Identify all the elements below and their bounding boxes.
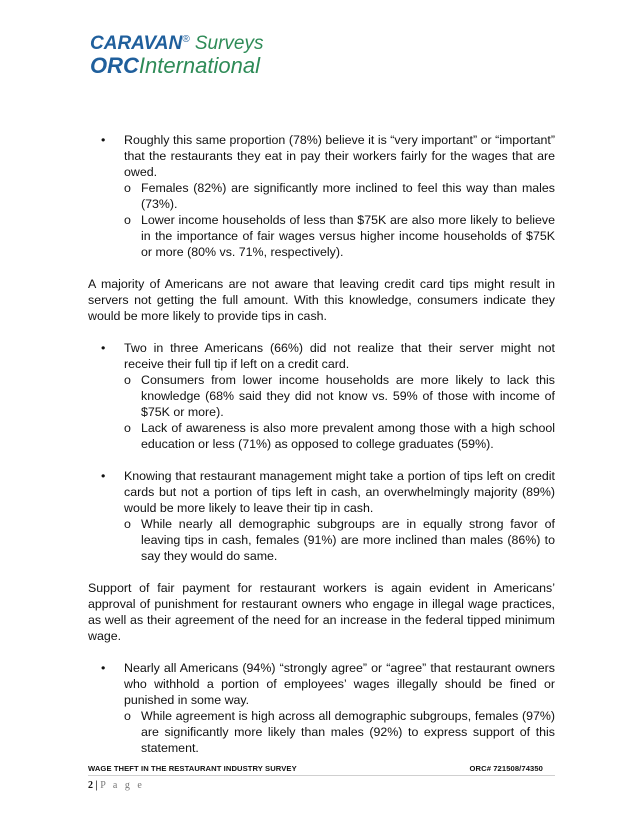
sub-bullet-text: Lack of awareness is also more prevalent among those with a high school education or less (71%) as opposed to college graduates (59%). xyxy=(141,421,555,451)
sub-bullet-marker: o xyxy=(124,709,131,723)
bullet-list-3 xyxy=(88,660,555,756)
sub-bullet-marker: o xyxy=(124,181,131,195)
sub-bullet-text: While nearly all demographic subgroups are in equally strong favor of leaving tips in cash, females (91%) are more inclined than males (86%) to say they would do same. xyxy=(141,517,555,563)
bullet-text: Knowing that restaurant management might take a portion of tips left on credit cards but not a portion of tips left in cash, an overwhelmingly majority (89%) would be more likely to leave their tip in cash. xyxy=(124,469,555,515)
paragraph: Support of fair payment for restaurant workers is again evident in Americans’ approval of punishment for restaurant owners who engage in illegal wage practices, as well as their agreement of the need for an increase in the federal tipped minimum wage. xyxy=(88,581,555,643)
sub-bullet-item xyxy=(124,212,555,260)
sub-bullet-marker: o xyxy=(124,373,131,387)
footer-orc-number: ORC# 721508/74350 xyxy=(469,764,543,773)
bullet-list-1 xyxy=(88,132,555,260)
bullet-marker: • xyxy=(101,341,106,355)
document-body xyxy=(88,132,555,772)
bullet-list-2 xyxy=(88,340,555,564)
footer-title: WAGE THEFT IN THE RESTAURANT INDUSTRY SURVEY xyxy=(88,764,297,773)
page-number-separator: | xyxy=(93,780,101,791)
logo-caravan-text: CARAVAN xyxy=(90,33,183,54)
footer-divider xyxy=(88,775,555,776)
company-logo xyxy=(90,34,263,78)
bullet-text: Roughly this same proportion (78%) believe it is “very important” or “important” that the restaurants they eat in pay their workers fairly for the wages that are owed. xyxy=(124,133,555,179)
bullet-text: Nearly all Americans (94%) “strongly agree” or “agree” that restaurant owners who withhold a portion of employees’ wages illegally should be fined or punished in some way. xyxy=(124,661,555,707)
sub-bullet-item xyxy=(124,708,555,756)
sub-bullet-text: Females (82%) are significantly more inclined to feel this way than males (73%). xyxy=(141,181,555,211)
sub-bullet-text: While agreement is high across all demographic subgroups, females (97%) are significantly more likely than males (92%) to express support of this statement. xyxy=(141,709,555,755)
sub-bullet-text: Lower income households of less than $75K are also more likely to believe in the importance of fair wages versus higher income households of $75K or more (80% vs. 71%, respectively). xyxy=(141,213,555,259)
logo-registered-mark: ® xyxy=(182,34,190,45)
sub-bullet-item xyxy=(124,372,555,420)
logo-orc-text: ORC xyxy=(90,53,139,78)
sub-bullet-marker: o xyxy=(124,213,131,227)
bullet-item xyxy=(88,340,555,452)
logo-international-text: International xyxy=(138,53,260,78)
logo-orc-international xyxy=(90,54,263,78)
sub-bullet-list xyxy=(124,708,555,756)
sub-bullet-list xyxy=(124,180,555,260)
sub-bullet-item xyxy=(124,180,555,212)
sub-bullet-marker: o xyxy=(124,421,131,435)
page-number-value: 2 xyxy=(88,780,93,791)
logo-caravan-surveys xyxy=(90,34,263,54)
paragraph: A majority of Americans are not aware that leaving credit card tips might result in servers not getting the full amount. With this knowledge, consumers indicate they would be more likely to provide tips in cash. xyxy=(88,277,555,323)
bullet-item xyxy=(88,468,555,564)
sub-bullet-list xyxy=(124,516,555,564)
logo-surveys-text: Surveys xyxy=(189,33,264,54)
sub-bullet-marker: o xyxy=(124,517,131,531)
page-label: P a g e xyxy=(100,780,145,791)
sub-bullet-item xyxy=(124,420,555,452)
sub-bullet-list xyxy=(124,372,555,452)
bullet-marker: • xyxy=(101,469,106,483)
page-number xyxy=(88,780,144,791)
sub-bullet-item xyxy=(124,516,555,564)
bullet-marker: • xyxy=(101,133,106,147)
sub-bullet-text: Consumers from lower income households are more likely to lack this knowledge (68% said they did not know vs. 59% of those with income of $75K or more). xyxy=(141,373,555,419)
bullet-text: Two in three Americans (66%) did not realize that their server might not receive their full tip if left on a credit card. xyxy=(124,341,555,371)
page-footer xyxy=(88,764,555,773)
bullet-item xyxy=(88,132,555,260)
bullet-marker: • xyxy=(101,661,106,675)
bullet-item xyxy=(88,660,555,756)
